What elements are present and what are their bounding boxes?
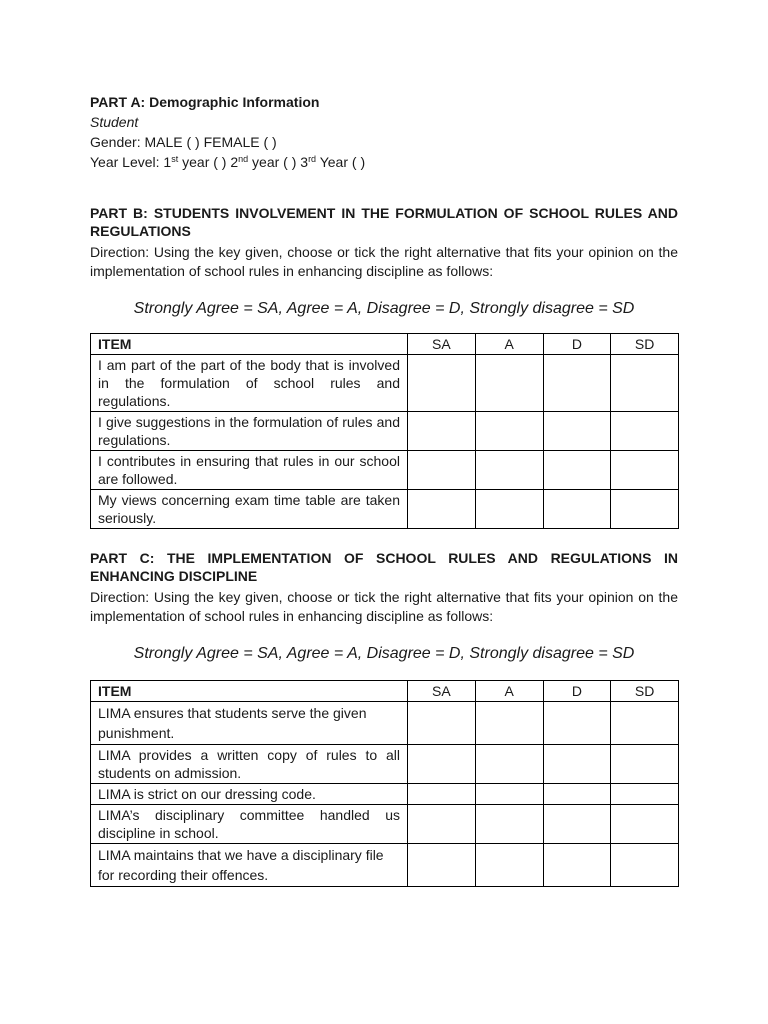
part-c-section <box>90 549 678 887</box>
response-cell-d[interactable] <box>543 805 611 844</box>
table-row <box>91 784 679 805</box>
part-c-heading: PART C: THE IMPLEMENTATION OF SCHOOL RULES AND REGULATIONS IN ENHANCING DISCIPLINE <box>90 550 678 584</box>
col-header-sa: SA <box>408 334 476 355</box>
table-header-row <box>91 334 679 355</box>
response-cell-a[interactable] <box>475 702 543 745</box>
col-header-a: A <box>475 334 543 355</box>
response-cell-sd[interactable] <box>611 805 679 844</box>
item-text: My views concerning exam time table are taken seriously. <box>91 490 408 529</box>
table-row <box>91 745 679 784</box>
year-sup-2: nd <box>238 154 249 164</box>
part-b-section <box>90 204 678 529</box>
part-c-direction: Direction: Using the key given, choose or tick the right alternative that fits your opinion on the implementation of school rules in enhancing discipline as follows: <box>90 589 678 624</box>
response-cell-sd[interactable] <box>611 490 679 529</box>
response-cell-d[interactable] <box>543 844 611 887</box>
respondent-label: Student <box>90 114 139 130</box>
response-cell-sa[interactable] <box>408 844 476 887</box>
response-cell-a[interactable] <box>475 784 543 805</box>
response-cell-a[interactable] <box>475 844 543 887</box>
response-cell-d[interactable] <box>543 745 611 784</box>
questionnaire-page <box>90 92 678 887</box>
col-header-sd: SD <box>611 334 679 355</box>
part-a-heading: PART A: Demographic Information <box>90 94 320 110</box>
response-cell-sa[interactable] <box>408 451 476 490</box>
table-row <box>91 355 679 412</box>
table-row <box>91 702 679 745</box>
table-row <box>91 490 679 529</box>
response-cell-sd[interactable] <box>611 355 679 412</box>
item-text: LIMA maintains that we have a disciplinary file for recording their offences. <box>91 844 408 887</box>
year-text-1: year ( ) 2 <box>178 154 239 170</box>
table-header-row <box>91 681 679 702</box>
table-row <box>91 451 679 490</box>
part-b-table <box>90 333 679 529</box>
response-cell-sa[interactable] <box>408 355 476 412</box>
response-cell-a[interactable] <box>475 745 543 784</box>
table-row <box>91 805 679 844</box>
response-cell-d[interactable] <box>543 784 611 805</box>
col-header-d: D <box>543 334 611 355</box>
col-header-sa: SA <box>408 681 476 702</box>
response-cell-sa[interactable] <box>408 412 476 451</box>
response-cell-sa[interactable] <box>408 784 476 805</box>
part-b-heading: PART B: STUDENTS INVOLVEMENT IN THE FORMULATION OF SCHOOL RULES AND REGULATIONS <box>90 205 678 239</box>
response-cell-a[interactable] <box>475 490 543 529</box>
response-cell-sa[interactable] <box>408 745 476 784</box>
part-b-key: Strongly Agree = SA, Agree = A, Disagree = D, Strongly disagree = SD <box>133 300 635 317</box>
item-text: LIMA’s disciplinary committee handled us discipline in school. <box>91 805 408 844</box>
response-cell-sd[interactable] <box>611 702 679 745</box>
item-text: I am part of the part of the body that is involved in the formulation of school rules and regulations. <box>91 355 408 412</box>
item-text: LIMA ensures that students serve the given punishment. <box>91 702 408 745</box>
year-level-line <box>90 152 678 172</box>
col-header-sd: SD <box>611 681 679 702</box>
table-row <box>91 412 679 451</box>
response-cell-d[interactable] <box>543 451 611 490</box>
response-cell-sd[interactable] <box>611 844 679 887</box>
response-cell-sa[interactable] <box>408 490 476 529</box>
year-text-3: Year ( ) <box>316 154 366 170</box>
col-header-d: D <box>543 681 611 702</box>
response-cell-d[interactable] <box>543 412 611 451</box>
item-text: LIMA provides a written copy of rules to all students on admission. <box>91 745 408 784</box>
response-cell-sd[interactable] <box>611 784 679 805</box>
response-cell-a[interactable] <box>475 355 543 412</box>
year-sup-1: st <box>171 154 179 164</box>
response-cell-sd[interactable] <box>611 451 679 490</box>
col-header-a: A <box>475 681 543 702</box>
part-b-direction: Direction: Using the key given, choose or tick the right alternative that fits your opinion on the implementation of school rules in enhancing discipline as follows: <box>90 244 678 279</box>
year-sup-3: rd <box>308 154 317 164</box>
gender-line: Gender: MALE ( ) FEMALE ( ) <box>90 134 277 150</box>
response-cell-sd[interactable] <box>611 412 679 451</box>
year-level-label: Year Level: 1 <box>90 154 172 170</box>
item-text: I contributes in ensuring that rules in our school are followed. <box>91 451 408 490</box>
item-text: LIMA is strict on our dressing code. <box>91 784 408 805</box>
response-cell-d[interactable] <box>543 355 611 412</box>
response-cell-a[interactable] <box>475 412 543 451</box>
table-row <box>91 844 679 887</box>
response-cell-a[interactable] <box>475 451 543 490</box>
col-header-item: ITEM <box>91 334 408 355</box>
item-text: I give suggestions in the formulation of rules and regulations. <box>91 412 408 451</box>
part-a-section <box>90 92 678 172</box>
year-text-2: year ( ) 3 <box>248 154 309 170</box>
part-c-table <box>90 680 679 887</box>
response-cell-a[interactable] <box>475 805 543 844</box>
response-cell-sa[interactable] <box>408 805 476 844</box>
response-cell-sd[interactable] <box>611 745 679 784</box>
response-cell-d[interactable] <box>543 490 611 529</box>
response-cell-sa[interactable] <box>408 702 476 745</box>
part-c-key: Strongly Agree = SA, Agree = A, Disagree = D, Strongly disagree = SD <box>133 645 635 662</box>
col-header-item: ITEM <box>91 681 408 702</box>
response-cell-d[interactable] <box>543 702 611 745</box>
